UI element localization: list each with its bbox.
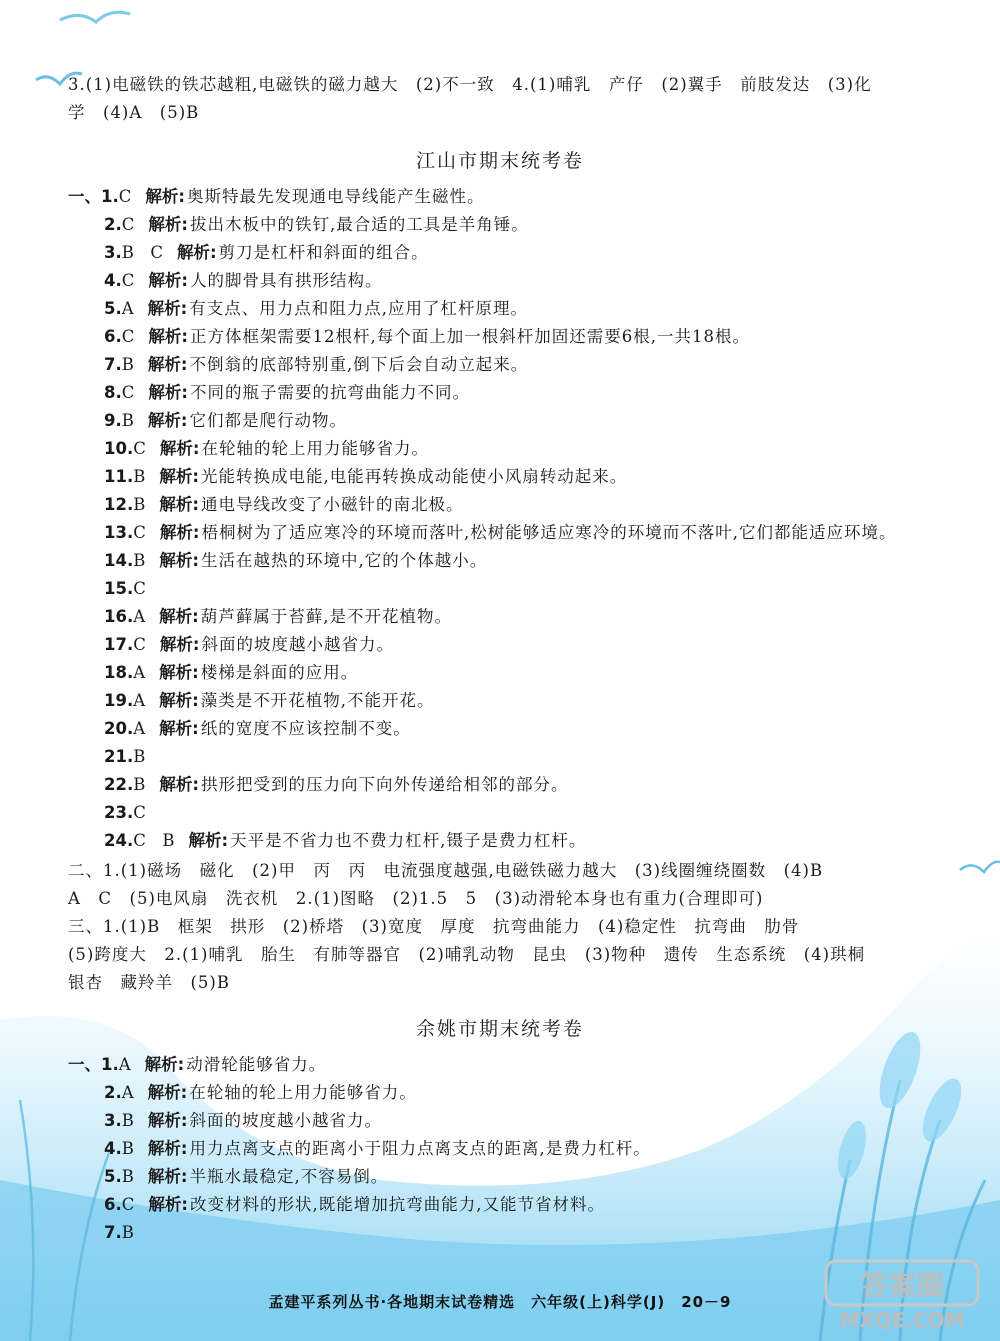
watermark-text-cn: 答案圈 xyxy=(859,1269,945,1302)
question-number: 14. xyxy=(104,551,134,570)
analysis-label: 解析: xyxy=(147,1167,188,1186)
analysis-text: 拱形把受到的压力向下向外传递给相邻的部分。 xyxy=(200,775,569,794)
answer-choice: C xyxy=(118,187,132,206)
analysis-label: 解析: xyxy=(159,607,199,626)
analysis-label: 解析: xyxy=(159,635,200,654)
answer-row xyxy=(104,746,940,768)
analysis-text: 不同的瓶子需要的抗弯曲能力不同。 xyxy=(189,383,470,402)
answer-row xyxy=(104,438,940,460)
answer-choice: A xyxy=(118,1055,131,1074)
answer-row xyxy=(104,1138,940,1160)
watermark-logo xyxy=(822,1257,982,1333)
question-number: 9. xyxy=(104,411,122,430)
top-line-2: 学 (4)A (5)B xyxy=(68,103,200,122)
answer-row xyxy=(104,382,940,404)
question-number: 20. xyxy=(104,719,134,738)
analysis-text: 奥斯特最先发现通电导线能产生磁性。 xyxy=(186,187,485,206)
analysis-text: 人的脚骨具有拱形结构。 xyxy=(189,271,383,290)
analysis-text: 斜面的坡度越小越省力。 xyxy=(189,1111,382,1130)
answer-choice: C xyxy=(133,439,146,458)
top-line-1: 3.(1)电磁铁的铁芯越粗,电磁铁的磁力越大 (2)不一致 4.(1)哺乳 产仔 (2)翼手 前肢发达 (3)化 xyxy=(68,75,872,94)
question-number: 6. xyxy=(104,327,122,346)
analysis-text: 改变材料的形状,既能增加抗弯曲能力,又能节省材料。 xyxy=(189,1195,605,1214)
answer-row xyxy=(104,326,940,348)
answer-row xyxy=(104,662,940,684)
analysis-text: 生活在越热的环境中,它的个体越小。 xyxy=(200,551,488,570)
answer-row xyxy=(104,606,940,628)
answer-choice: A xyxy=(133,663,146,682)
watermark-text-url: MXQE.COM xyxy=(839,1308,965,1332)
question-number: 19. xyxy=(104,691,134,710)
analysis-text: 葫芦藓属于苔藓,是不开花植物。 xyxy=(200,607,453,626)
question-number: 10. xyxy=(104,439,134,458)
analysis-text: 用力点离支点的距离小于阻力点离支点的距离,是费力杠杆。 xyxy=(189,1139,651,1158)
analysis-label: 解析: xyxy=(159,439,200,458)
question-number: 21. xyxy=(104,747,134,766)
question-number: 17. xyxy=(104,635,134,654)
answer-choice: A xyxy=(133,607,146,626)
answer-row xyxy=(104,242,940,264)
question-number: 2. xyxy=(104,215,122,234)
analysis-label: 解析: xyxy=(159,467,199,486)
analysis-label: 解析: xyxy=(147,355,188,374)
analysis-label: 解析: xyxy=(147,299,188,318)
answer-choice: B xyxy=(133,551,146,570)
answer-choice: B xyxy=(121,1111,134,1130)
answer-row xyxy=(104,1082,940,1104)
question-number: 11. xyxy=(104,467,134,486)
answer-choice: A xyxy=(133,719,146,738)
analysis-text: 在轮轴的轮上用力能够省力。 xyxy=(201,439,429,458)
answer-row xyxy=(104,550,940,572)
question-number: 2. xyxy=(104,1083,122,1102)
analysis-text: 梧桐树为了适应寒冷的环境而落叶,松树能够适应寒冷的环境而不落叶,它们都能适应环境。 xyxy=(201,523,897,542)
analysis-text: 纸的宽度不应该控制不变。 xyxy=(200,719,411,738)
analysis-text: 斜面的坡度越小越省力。 xyxy=(201,635,394,654)
analysis-text: 拔出木板中的铁钉,最合适的工具是羊角锤。 xyxy=(189,215,529,234)
analysis-label: 解析: xyxy=(147,1111,188,1130)
question-number: 22. xyxy=(104,775,134,794)
analysis-label: 解析: xyxy=(145,187,185,206)
analysis-text: 通电导线改变了小磁针的南北极。 xyxy=(200,495,464,514)
section-title-jiangshan: 江山市期末统考卷 xyxy=(415,150,584,172)
analysis-label: 解析: xyxy=(188,831,229,850)
analysis-label: 解析: xyxy=(159,551,199,570)
answer-row xyxy=(104,1194,940,1216)
answer-row xyxy=(104,214,940,236)
answer-row xyxy=(104,718,940,740)
analysis-label: 解析: xyxy=(147,1083,188,1102)
answer-choice: A xyxy=(133,691,146,710)
question-number: 12. xyxy=(104,495,134,514)
answer-choice: B xyxy=(133,495,146,514)
part2-line-2: A C (5)电风扇 洗衣机 2.(1)图略 (2)1.5 5 (3)动滑轮本身也有重力(合理即可) xyxy=(68,889,764,908)
part3-line-1: 三、1.(1)B 框架 拱形 (2)桥塔 (3)宽度 厚度 抗弯曲能力 (4)稳定性 抗弯曲 肋骨 xyxy=(68,917,800,936)
analysis-text: 它们都是爬行动物。 xyxy=(189,411,347,430)
answer-choice: B xyxy=(121,1167,134,1186)
analysis-label: 解析: xyxy=(159,495,199,514)
analysis-label: 解析: xyxy=(144,1055,185,1074)
answer-choice: C xyxy=(121,383,135,402)
analysis-label: 解析: xyxy=(148,215,188,234)
answer-row xyxy=(104,774,940,796)
answer-row xyxy=(104,1222,940,1244)
answer-row xyxy=(104,1110,940,1132)
analysis-text: 不倒翁的底部特别重,倒下后会自动立起来。 xyxy=(189,355,529,374)
question-number: 一、1. xyxy=(68,1055,119,1074)
answer-row xyxy=(104,578,940,600)
answer-row xyxy=(104,522,940,544)
analysis-text: 正方体框架需要12根杆,每个面上加一根斜杆加固还需要6根,一共18根。 xyxy=(189,327,750,346)
answer-row xyxy=(68,1054,940,1076)
answer-choice: B xyxy=(133,775,146,794)
answer-row xyxy=(104,466,940,488)
answer-choice: A xyxy=(121,299,134,318)
analysis-text: 藻类是不开花植物,不能开花。 xyxy=(200,691,435,710)
answer-choice: C xyxy=(133,803,146,822)
answer-choice: C xyxy=(121,1195,135,1214)
answer-row xyxy=(104,298,940,320)
part3-line-3: 银杏 藏羚羊 (5)B xyxy=(68,973,230,992)
answer-choice: C xyxy=(133,579,146,598)
answer-choice: B C xyxy=(121,243,163,262)
analysis-label: 解析: xyxy=(159,719,199,738)
answer-row xyxy=(104,802,940,824)
answer-choice: C xyxy=(133,635,146,654)
question-number: 7. xyxy=(104,355,122,374)
page-footer: 孟建平系列丛书·各地期末试卷精选 六年级(上)科学(J) 20－9 xyxy=(268,1293,732,1311)
answer-row xyxy=(104,1166,940,1188)
analysis-text: 在轮轴的轮上用力能够省力。 xyxy=(189,1083,417,1102)
answer-choice: C B xyxy=(133,831,175,850)
analysis-label: 解析: xyxy=(147,411,188,430)
question-number: 15. xyxy=(104,579,134,598)
analysis-label: 解析: xyxy=(177,243,217,262)
question-number: 4. xyxy=(104,1139,122,1158)
analysis-label: 解析: xyxy=(159,775,199,794)
analysis-text: 楼梯是斜面的应用。 xyxy=(200,663,359,682)
analysis-text: 半瓶水最稳定,不容易倒。 xyxy=(189,1167,389,1186)
question-number: 3. xyxy=(104,243,122,262)
question-number: 23. xyxy=(104,803,134,822)
analysis-label: 解析: xyxy=(159,663,199,682)
answer-row xyxy=(104,830,940,852)
question-number: 7. xyxy=(104,1223,122,1242)
analysis-label: 解析: xyxy=(147,1139,188,1158)
answer-row xyxy=(104,410,940,432)
analysis-label: 解析: xyxy=(148,271,188,290)
analysis-text: 剪刀是杠杆和斜面的组合。 xyxy=(218,243,429,262)
section-title-yuyao: 余姚市期末统考卷 xyxy=(415,1018,584,1040)
analysis-text: 光能转换成电能,电能再转换成动能使小风扇转动起来。 xyxy=(200,467,628,486)
answer-choice: B xyxy=(133,747,146,766)
analysis-label: 解析: xyxy=(159,523,200,542)
answer-choice: B xyxy=(121,411,134,430)
answer-choice: A xyxy=(121,1083,134,1102)
question-number: 8. xyxy=(104,383,122,402)
part3-line-2: (5)跨度大 2.(1)哺乳 胎生 有肺等器官 (2)哺乳动物 昆虫 (3)物种 遗传 生态系统 (4)珙桐 xyxy=(68,945,866,964)
question-number: 16. xyxy=(104,607,134,626)
answer-row xyxy=(104,690,940,712)
analysis-label: 解析: xyxy=(148,383,188,402)
answer-row xyxy=(104,494,940,516)
answer-choice: C xyxy=(121,215,135,234)
answer-choice: B xyxy=(121,1223,134,1242)
question-number: 18. xyxy=(104,663,134,682)
question-number: 13. xyxy=(104,523,134,542)
analysis-label: 解析: xyxy=(159,691,199,710)
question-number: 一、1. xyxy=(68,187,119,206)
answer-choice: C xyxy=(133,523,146,542)
answer-choice: B xyxy=(133,467,146,486)
question-number: 24. xyxy=(104,831,134,850)
analysis-text: 有支点、用力点和阻力点,应用了杠杆原理。 xyxy=(189,299,529,318)
analysis-text: 动滑轮能够省力。 xyxy=(186,1055,327,1074)
answer-choice: B xyxy=(121,355,134,374)
question-number: 5. xyxy=(104,299,122,318)
question-number: 3. xyxy=(104,1111,122,1130)
question-number: 6. xyxy=(104,1195,122,1214)
analysis-label: 解析: xyxy=(148,1195,188,1214)
analysis-text: 天平是不省力也不费力杠杆,镊子是费力杠杆。 xyxy=(230,831,587,850)
answer-choice: C xyxy=(121,271,135,290)
answer-row xyxy=(68,186,940,208)
answer-row xyxy=(104,354,940,376)
question-number: 5. xyxy=(104,1167,122,1186)
answer-choice: B xyxy=(121,1139,134,1158)
question-number: 4. xyxy=(104,271,122,290)
answer-row xyxy=(104,270,940,292)
analysis-label: 解析: xyxy=(148,327,188,346)
answer-choice: C xyxy=(121,327,135,346)
part2-line-1: 二、1.(1)磁场 磁化 (2)甲 丙 丙 电流强度越强,电磁铁磁力越大 (3)线圈缠绕圈数 (4)B xyxy=(68,861,824,880)
answer-row xyxy=(104,634,940,656)
